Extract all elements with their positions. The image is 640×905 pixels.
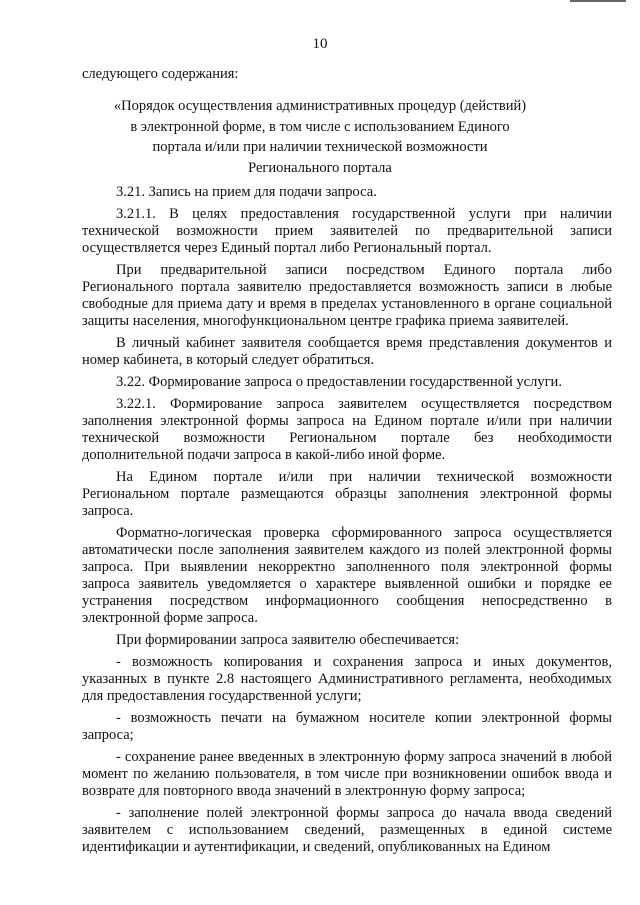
paragraph: При формировании запроса заявителю обеспечивается: [116,632,460,648]
document-body [82,184,612,861]
paragraph: 3.21.1. В целях предоставления государственной услуги при наличии технической возможности прием заявителей по предварительной записи осуществляется через Единый портал либо Региональный портал. [82,206,612,256]
page-number: 10 [312,36,328,52]
paragraph: 3.21. Запись на прием для подачи запроса. [116,184,377,200]
list-item: - возможность копирования и сохранения запроса и иных документов, указанных в пункте 2.8 настоящего Административного регламента, необходимых для предоставления государственной услуги; [82,654,612,704]
list-item: - сохранение ранее введенных в электронную форму запроса значений в любой момент по желанию пользователя, в том числе при возникновении ошибок ввода и возврате для повторного ввода значений в электронную форму запроса; [82,749,612,799]
paragraph: 3.22.1. Формирование запроса заявителем осуществляется посредством заполнения электронной формы запроса на Едином портале и/или при наличии технической возможности Региональном портале без необходимости дополнительной подачи запроса в какой-либо иной форме. [82,396,612,463]
paragraph: При предварительной записи посредством Единого портала либо Регионального портала заявителю предоставляется возможность записи в любые свободные для приема дату и время в пределах установленного в органе социальной защиты населения, многофункциональном центре графика приема заявителей. [82,262,612,329]
title-line: Регионального портала [248,159,392,176]
paragraph: На Едином портале и/или при наличии технической возможности Региональном портале размещаются образцы заполнения электронной формы запроса. [82,469,612,519]
section-title [100,96,540,178]
title-line: портала и/или при наличии технической возможности [152,139,488,155]
title-line: «Порядок осуществления административных процедур (действий) [113,98,527,114]
intro-text: следующего содержания: [82,66,239,82]
title-line: в электронной форме, в том числе с использованием Единого [130,118,510,135]
scan-edge-mark [570,0,626,2]
paragraph: Форматно-логическая проверка сформированного запроса осуществляется автоматически после заполнения заявителем каждого из полей электронной формы запроса. При выявлении некорректно заполненного поля электронной формы запроса заявитель уведомляется о характере выявленной ошибки и порядке ее устранения посредством информационного сообщения непосредственно в электронной форме запроса. [82,525,612,626]
list-item: - возможность печати на бумажном носителе копии электронной формы запроса; [82,710,612,743]
paragraph: 3.22. Формирование запроса о предоставлении государственной услуги. [116,374,562,390]
paragraph: В личный кабинет заявителя сообщается время представления документов и номер кабинета, в который следует обратиться. [82,335,612,368]
list-item: - заполнение полей электронной формы запроса до начала ввода сведений заявителем с использованием сведений, размещенных в единой системе идентификации и аутентификации, и сведений, опубликованных на Едином [82,805,612,855]
